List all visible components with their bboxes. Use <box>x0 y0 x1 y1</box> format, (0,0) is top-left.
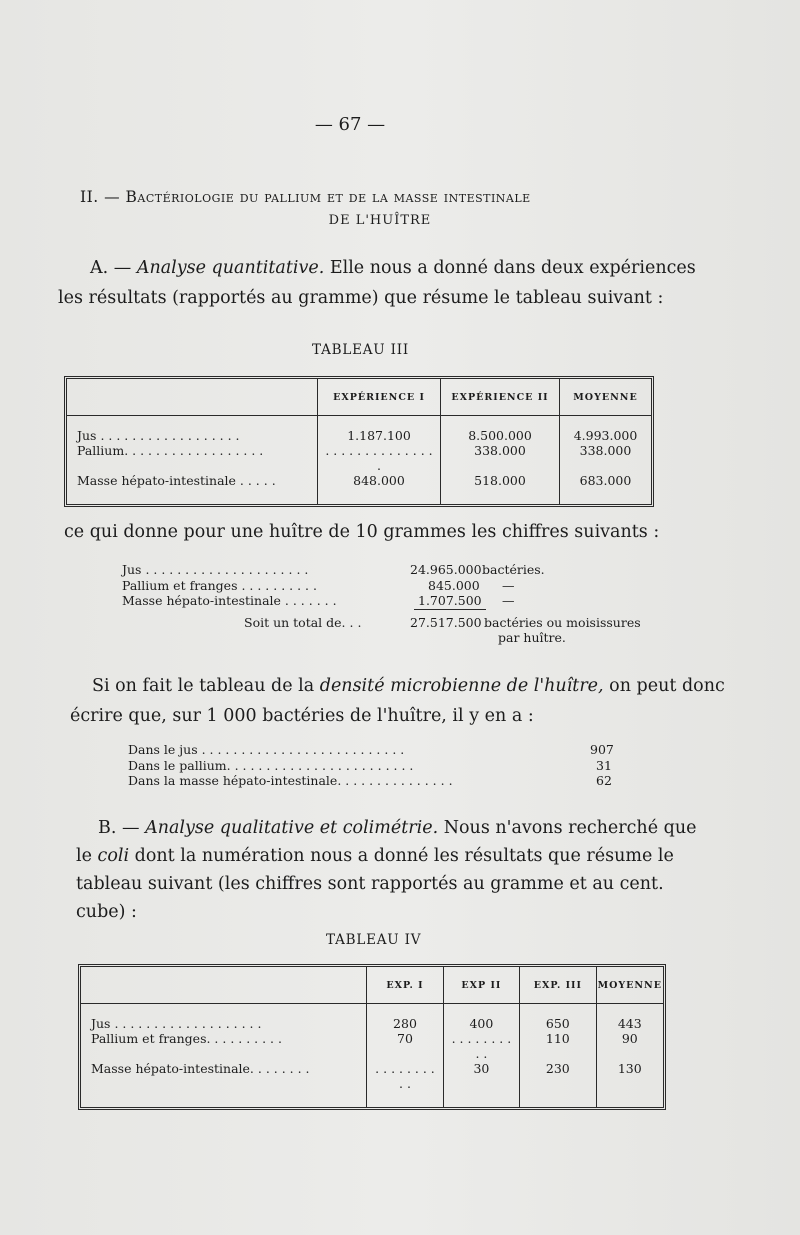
table4-cell: 130 <box>596 1061 663 1107</box>
section-title-line2: DE L'HUÎTRE <box>328 213 432 228</box>
list-item <box>128 742 618 758</box>
table4-cell: 30 <box>443 1061 519 1107</box>
table3-cell: 338.000 <box>560 443 652 473</box>
table4-cell: . . . . . . . . . . <box>443 1031 519 1061</box>
table-row <box>67 416 651 444</box>
table-row <box>81 1004 663 1032</box>
totals-label: Pallium et franges . . . . . . . . . . <box>122 577 317 593</box>
table4-cell: 650 <box>520 1004 596 1032</box>
table3-cell: 338.000 <box>441 443 560 473</box>
totals-value: 845.000 <box>428 577 480 593</box>
table4-header-exp3: EXP. III <box>520 967 596 1004</box>
paragraph-b <box>98 814 778 842</box>
table-row <box>67 473 651 504</box>
totals-list <box>122 562 652 646</box>
para-b-line2 <box>76 842 776 870</box>
para-a-label: A. — <box>90 258 137 278</box>
table3 <box>64 376 654 507</box>
para-b-line2-rest: dont la numération nous a donné les résultats que résume le <box>129 846 674 866</box>
table4-header-exp1: EXP. I <box>367 967 443 1004</box>
density-label: Dans le pallium. . . . . . . . . . . . . . . . . . . . . . . . <box>128 757 414 773</box>
table4-cell: 230 <box>520 1061 596 1107</box>
table3-caption: TABLEAU III <box>312 342 409 358</box>
table4-cell: 443 <box>596 1004 663 1032</box>
table3-cell: . . . . . . . . . . . . . . . <box>318 443 441 473</box>
table3-row-label: Masse hépato-intestinale . . . . . <box>77 473 276 488</box>
density-label: Dans le jus . . . . . . . . . . . . . . . . . . . . . . . . . . <box>128 742 405 757</box>
totals-value: 24.965.000 <box>410 562 482 577</box>
list-item <box>128 773 618 789</box>
table3-header-mean: MOYENNE <box>560 379 652 416</box>
total-label: Soit un total de. . . <box>244 614 362 630</box>
table-row <box>81 1061 663 1107</box>
table4-cell: 90 <box>596 1031 663 1061</box>
totals-suffix: — <box>502 593 515 608</box>
list-item <box>122 562 652 578</box>
table4-cell: . . . . . . . . . . <box>367 1061 443 1107</box>
para-b-line3: tableau suivant (les chiffres sont rapportés au gramme et au cent. <box>76 874 664 894</box>
paragraph-a <box>90 254 770 282</box>
page-number: — 67 — <box>314 114 386 135</box>
table3-cell: 4.993.000 <box>560 416 652 444</box>
para-b-label: B. — <box>98 818 146 838</box>
total-suffix: bactéries ou moisissures <box>484 614 641 630</box>
totals-suffix: — <box>502 577 515 593</box>
density-list <box>128 742 618 789</box>
totals-label: Jus . . . . . . . . . . . . . . . . . . . . . <box>122 562 309 577</box>
density-line2: écrire que, sur 1 000 bactéries de l'huître, il y en a : <box>70 706 534 726</box>
para-a-italic: Analyse quantitative. <box>136 258 325 278</box>
table-row <box>81 1031 663 1061</box>
list-item <box>122 593 652 609</box>
table4-row-label: Jus . . . . . . . . . . . . . . . . . . . <box>91 1016 262 1031</box>
totals-label: Masse hépato-intestinale . . . . . . . <box>122 593 337 608</box>
paragraph-density <box>92 672 772 700</box>
table3-cell: 8.500.000 <box>441 416 560 444</box>
totals-suffix: bactéries. <box>482 562 545 577</box>
table4-cell: 110 <box>520 1031 596 1061</box>
table3-row-label: Jus . . . . . . . . . . . . . . . . . . <box>77 428 240 443</box>
density-value: 907 <box>590 742 614 757</box>
table4-cell: 400 <box>443 1004 519 1032</box>
table4-caption: TABLEAU IV <box>326 932 422 948</box>
para-b-line4: cube) : <box>76 902 137 922</box>
list-item <box>128 758 618 774</box>
density-label: Dans la masse hépato-intestinale. . . . . . . . . . . . . . . <box>128 773 453 788</box>
density-line1-end: on peut donc <box>603 676 725 696</box>
table3-cell: 518.000 <box>441 473 560 504</box>
list-item <box>122 630 652 646</box>
para-b-italic1: Analyse qualitative et colimétrie. <box>145 818 439 838</box>
density-italic: densité microbienne de l'huître, <box>319 676 604 696</box>
table4-header-blank <box>81 967 367 1004</box>
density-line1-start: Si on fait le tableau de la <box>92 676 320 696</box>
table-row <box>67 443 651 473</box>
table4-cell: 70 <box>367 1031 443 1061</box>
table4-header-exp2: EXP II <box>443 967 519 1004</box>
para-b-line1: Nous n'avons recherché que <box>438 818 697 838</box>
para-b-italic2: coli <box>97 846 130 866</box>
table4-row-label: Masse hépato-intestinale. . . . . . . . <box>91 1061 310 1076</box>
totals-value: 1.707.500 <box>414 593 486 610</box>
para-a-line1: Elle nous a donné dans deux expériences <box>324 258 696 278</box>
table3-cell: 1.187.100 <box>318 416 441 444</box>
table3-header-exp1: EXPÉRIENCE I <box>318 379 441 416</box>
table3-cell: 683.000 <box>560 473 652 504</box>
section-title-line1: II. — Bactériologie du pallium et de la masse intestinale <box>80 188 531 206</box>
table3-cell: 848.000 <box>318 473 441 504</box>
list-item <box>122 578 652 594</box>
para-a-line2: les résultats (rapportés au gramme) que résume le tableau suivant : <box>58 288 664 308</box>
table4-row-label: Pallium et franges. . . . . . . . . . <box>91 1031 282 1046</box>
table4-header-mean: MOYENNE <box>596 967 663 1004</box>
density-value: 31 <box>596 757 612 773</box>
density-value: 62 <box>596 773 612 788</box>
table4 <box>78 964 666 1110</box>
total-value: 27.517.500 <box>410 614 482 630</box>
total-suffix2: par huître. <box>498 630 566 645</box>
table3-header-exp2: EXPÉRIENCE II <box>441 379 560 416</box>
table3-row-label: Pallium. . . . . . . . . . . . . . . . . . <box>77 443 264 458</box>
paragraph-oyster: ce qui donne pour une huître de 10 grammes les chiffres suivants : <box>64 522 660 542</box>
table4-cell: 280 <box>367 1004 443 1032</box>
list-item <box>122 615 652 631</box>
table3-header-blank <box>67 379 318 416</box>
section-title <box>80 185 680 233</box>
para-b-line2-start: le <box>76 846 98 866</box>
